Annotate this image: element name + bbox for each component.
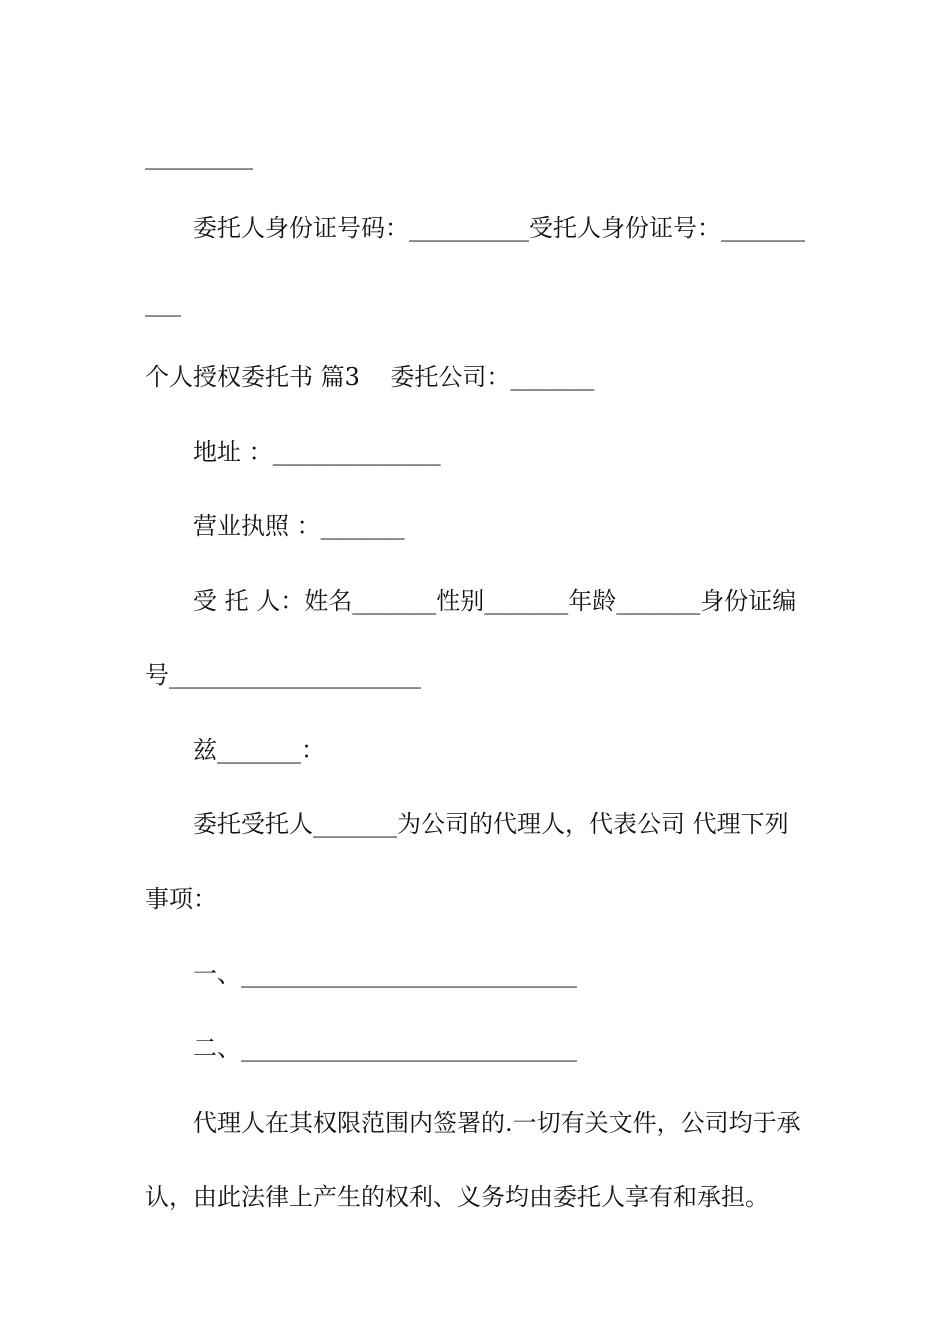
text-line-1: _________ <box>145 142 253 170</box>
text-line-4: 个人授权委托书 篇3 委托公司：_______ <box>145 363 595 391</box>
text-line-11: 事项： <box>145 885 217 913</box>
text-line-15: 认，由此法律上产生的权利、义务均由委托人享有和承担。 <box>145 1183 769 1211</box>
text-line-3: ___ <box>145 289 181 317</box>
text-line-14: 代理人在其权限范围内签署的.一切有关文件，公司均于承 <box>193 1109 801 1137</box>
text-line-10: 委托受托人_______为公司的代理人，代表公司 代理下列 <box>193 810 789 838</box>
text-line-12: 一、____________________________ <box>193 960 577 988</box>
text-line-2: 委托人身份证号码：__________受托人身份证号：_______ <box>193 214 805 242</box>
text-line-6: 营业执照 ：_______ <box>193 512 405 540</box>
text-line-8: 号_____________________ <box>145 661 421 689</box>
text-line-5: 地址 ：______________ <box>193 438 441 466</box>
text-line-7: 受 托 人：姓名_______性别_______年龄_______身份证编 <box>193 587 797 615</box>
text-line-13: 二、____________________________ <box>193 1034 577 1062</box>
text-line-9: 兹_______： <box>193 736 325 764</box>
